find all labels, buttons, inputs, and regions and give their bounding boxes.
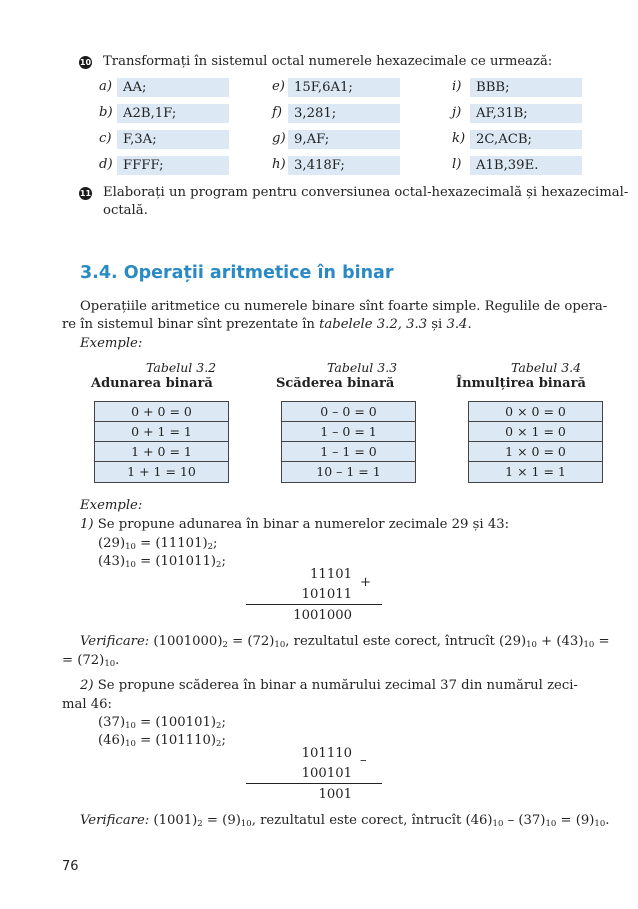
examples-label: Exemple: [80,336,143,351]
verification-line: Verificare: $(1001000)_2 = (72)_{10}$, rezultatul este corect, întrucît $(29)_{10} + (43)_{10}$ = [80,634,610,650]
item-letter: l) [452,157,462,172]
item-letter: k) [452,131,466,146]
page-number: 76 [62,859,79,874]
example-number: 1) [80,517,94,532]
verification-line: Verificare: $(1001)_2 = (9)_{10}$, rezultatul este corect, întrucît $(46)_{10} - (37)_{10} = (9)_{10}$. [80,813,610,829]
conversion-line: $(37)_{10} = (100101)_2$; [98,715,226,731]
difference-line [246,783,382,784]
minus-operator: – [360,753,367,768]
addition-table [94,401,229,483]
item-value: AF,31B; [470,104,582,123]
exercise-number-badge: 11 [79,189,92,198]
sum-line [246,604,382,605]
conversion-line: $(46)_{10} = (101110)_2$; [98,733,226,749]
table-cell: 1 + 0 = 1 [95,442,228,462]
binary-value: 1001000 [158,634,218,649]
item-letter: i) [452,79,462,94]
binary-value: 100101 [160,715,211,730]
table-cell: 10 – 1 = 1 [282,462,415,482]
operand: 101011 [301,587,352,602]
item-letter: c) [99,131,112,146]
table-caption: Tabelul 3.4 [511,360,582,375]
verification-text: , rezultatul este corect, întrucît (29) [285,634,527,649]
example-2-statement [80,677,578,695]
item-letter: g) [272,131,286,146]
decimal-value: 72 [82,653,100,668]
decimal-value: 9 [227,813,236,828]
table-cell: 0 × 1 = 0 [469,422,602,442]
intro-line: Operațiile aritmetice cu numerele binare sînt foarte simple. Regulile de opera- [80,299,608,314]
intro-text: și [427,317,447,332]
decimal-value: 37 [103,715,120,730]
operand: 100101 [301,766,352,781]
result: 1001 [318,787,352,802]
example-text: Se propune scăderea în binar a numărului zecimal 37 din numărul zeci- [97,678,578,693]
item-letter: f) [272,105,283,120]
example-text: Se propune adunarea în binar a numerelor zecimale 29 și 43: [97,517,510,532]
table-cell: 1 + 1 = 10 [95,462,228,482]
exercise-text-line: octală. [103,203,148,218]
multiplication-table [468,401,603,483]
example-1-statement [80,516,509,534]
table-caption: Tabelul 3.3 [327,360,398,375]
decimal-value: 43 [561,634,579,649]
base-subscript: 2 [216,560,222,570]
table-ref: tabelele 3.2, 3.3 [319,317,428,332]
conversion-line: $(29)_{10} = (11101)_2$; [98,536,218,552]
base-subscript: 2 [216,721,222,731]
decimal-value: 37 [523,813,541,828]
item-value: A2B,1F; [117,104,229,123]
base-subscript: 10 [125,739,136,749]
intro-line [62,316,472,334]
base-subscript: 2 [207,542,214,552]
example-number: 2) [80,678,94,693]
item-value: F,3A; [117,130,229,149]
item-value: BBB; [470,78,582,97]
item-value: 15F,6A1; [288,78,400,97]
table-title: Scăderea binară [276,376,395,391]
table-caption: Tabelul 3.2 [146,360,217,375]
verification-text: , rezultatul este corect, întrucît (46) [251,813,493,828]
examples-label: Exemple: [80,498,143,513]
conversion-line: $(43)_{10} = (101011)_2$; [98,554,226,570]
table-cell: 0 + 1 = 1 [95,422,228,442]
table-cell: 0 × 0 = 0 [469,402,602,422]
plus-operator: + [360,575,372,590]
intro-text: re în sistemul binar sînt prezentate în [62,317,320,332]
binary-value: 11101 [160,536,203,551]
binary-value: 101110 [160,733,211,748]
table-cell: 0 + 0 = 0 [95,402,228,422]
item-value: FFFF; [117,156,229,175]
table-cell: 1 – 1 = 0 [282,442,415,462]
example-text: mal 46: [62,697,113,712]
item-letter: a) [99,79,113,94]
item-letter: b) [99,105,113,120]
decimal-value: 72 [252,634,270,649]
table-ref: 3.4 [446,317,468,332]
subtraction-table [281,401,416,483]
item-letter: d) [99,157,113,172]
decimal-value: 9 [580,813,590,828]
base-subscript: 2 [216,739,222,749]
table-cell: 1 × 1 = 1 [469,462,602,482]
result: 1001000 [293,608,352,623]
binary-value: 101011 [160,554,211,569]
decimal-value: 46 [103,733,120,748]
exercise-prompt: Transformați în sistemul octal numerele hexazecimale ce urmează: [103,54,553,69]
item-value: 2C,ACB; [470,130,582,149]
item-value: 3,281; [288,104,400,123]
base-subscript: 10 [125,721,136,731]
item-value: 9,AF; [288,130,400,149]
binary-value: 1001 [158,813,193,828]
verification-line: = $(72)_{10}$. [62,653,120,669]
operand: 101110 [301,746,352,761]
item-letter: j) [452,105,462,120]
verification-label: Verificare: [80,634,150,649]
exercise-number-badge: 10 [79,58,92,67]
item-letter: e) [272,79,285,94]
base-subscript: 10 [125,542,136,552]
operand: 11101 [310,567,352,582]
table-cell: 1 × 0 = 0 [469,442,602,462]
decimal-value: 29 [103,536,120,551]
exercise-text-line: Elaborați un program pentru conversiunea octal-hexazecimală și hexazecimal- [103,185,629,200]
intro-text: . [467,317,472,332]
table-title: Adunarea binară [91,376,213,391]
base-subscript: 10 [125,560,136,570]
item-letter: h) [272,157,286,172]
table-cell: 1 – 0 = 1 [282,422,415,442]
decimal-value: 43 [103,554,120,569]
table-title: Înmulțirea binară [456,376,586,391]
table-cell: 0 – 0 = 0 [282,402,415,422]
item-value: 3,418F; [288,156,400,175]
item-value: A1B,39E. [470,156,582,175]
verification-label: Verificare: [80,813,150,828]
item-value: AA; [117,78,229,97]
section-heading: 3.4. Operații aritmetice în binar [80,263,394,283]
